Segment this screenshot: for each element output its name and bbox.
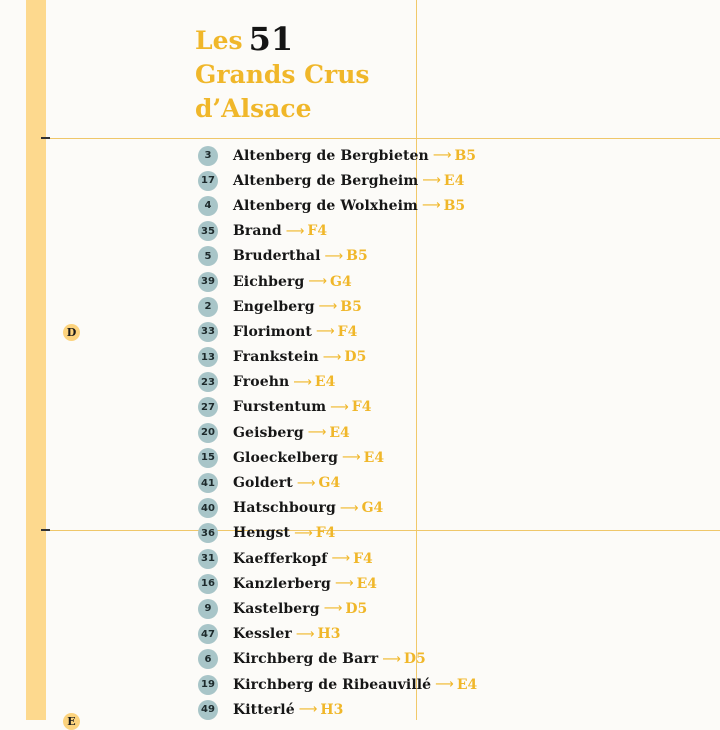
cru-name: Kaefferkopf (233, 550, 328, 567)
cru-number-badge: 17 (198, 171, 218, 191)
cru-name: Kitterlé (233, 701, 295, 718)
cru-list-item (198, 596, 477, 621)
cru-name: Brand (233, 223, 282, 240)
map-grid-reference: E4 (456, 676, 478, 693)
cru-name: Kanzlerberg (233, 575, 331, 592)
left-margin-bar (26, 0, 46, 720)
map-grid-reference: D5 (345, 600, 368, 617)
cru-name: Eichberg (233, 273, 305, 290)
arrow-right-icon: ⟶ (435, 677, 454, 693)
cru-number-badge: 27 (198, 397, 218, 417)
cru-name: Froehn (233, 374, 290, 391)
arrow-right-icon: ⟶ (308, 274, 327, 290)
row-marker-e: E (63, 713, 80, 730)
cru-list-item (198, 420, 477, 445)
cru-name: Goldert (233, 475, 293, 492)
arrow-right-icon: ⟶ (323, 601, 343, 617)
cru-name: Hengst (233, 525, 291, 542)
map-grid-reference: G4 (361, 500, 384, 517)
cru-number-badge: 31 (198, 549, 218, 569)
cru-number-badge: 39 (198, 272, 218, 292)
arrow-right-icon: ⟶ (324, 248, 344, 264)
arrow-right-icon: ⟶ (322, 349, 342, 365)
row-marker-d: D (63, 324, 80, 341)
map-grid-reference: E4 (329, 424, 350, 441)
map-grid-reference: D5 (344, 349, 367, 366)
map-grid-reference: B5 (340, 298, 362, 315)
cru-name: Engelberg (233, 298, 315, 315)
row-tick-mark (41, 529, 50, 531)
cru-name: Hatschbourg (233, 500, 336, 517)
cru-number-badge: 36 (198, 523, 218, 543)
map-grid-reference: G4 (318, 475, 341, 492)
cru-list-item (198, 672, 477, 697)
cru-list-item (198, 319, 477, 344)
title-number: 51 (248, 20, 294, 58)
cru-name: Altenberg de Bergbieten (233, 147, 429, 164)
cru-name: Kirchberg de Ribeauvillé (233, 676, 432, 693)
cru-list-item (198, 622, 477, 647)
cru-number-badge: 13 (198, 347, 218, 367)
cru-name: Gloeckelberg (233, 449, 339, 466)
grand-cru-list (198, 143, 477, 722)
map-grid-reference: B5 (346, 248, 368, 265)
arrow-right-icon: ⟶ (382, 651, 401, 667)
cru-number-badge: 47 (198, 624, 218, 644)
cru-number-badge: 4 (198, 196, 218, 216)
cru-number-badge: 19 (198, 675, 218, 695)
cru-list-item (198, 269, 477, 294)
cru-number-badge: 5 (198, 246, 218, 266)
arrow-right-icon: ⟶ (342, 450, 361, 466)
cru-name: Altenberg de Bergheim (233, 172, 419, 189)
cru-list-item (198, 521, 477, 546)
arrow-right-icon: ⟶ (316, 324, 335, 340)
map-grid-reference: F4 (307, 223, 328, 240)
map-grid-reference: B5 (443, 197, 466, 214)
cru-number-badge: 49 (198, 700, 218, 720)
cru-name: Geisberg (233, 424, 304, 441)
map-grid-reference: F4 (337, 323, 358, 340)
cru-number-badge: 33 (198, 322, 218, 342)
cru-name: Kessler (233, 626, 292, 643)
cru-list-item (198, 370, 477, 395)
cru-list-item (198, 294, 477, 319)
cru-number-badge: 16 (198, 574, 218, 594)
title-line-1 (195, 22, 369, 58)
arrow-right-icon: ⟶ (293, 374, 312, 390)
arrow-right-icon: ⟶ (432, 148, 452, 164)
cru-name: Kastelberg (233, 600, 320, 617)
map-grid-reference: E4 (314, 374, 336, 391)
arrow-right-icon: ⟶ (285, 223, 305, 239)
cru-name: Frankstein (233, 349, 319, 366)
map-grid-reference: B5 (454, 147, 477, 164)
map-grid-reference: G4 (330, 273, 352, 290)
cru-list-item (198, 571, 477, 596)
cru-list-item (198, 143, 477, 168)
map-grid-reference: E4 (363, 449, 385, 466)
cru-list-item (198, 168, 477, 193)
cru-name: Kirchberg de Barr (233, 651, 379, 668)
horizontal-guide-line (46, 138, 720, 139)
cru-number-badge: 3 (198, 146, 218, 166)
map-grid-reference: H3 (317, 626, 341, 643)
cru-list-item (198, 647, 477, 672)
cru-name: Altenberg de Wolxheim (233, 197, 418, 214)
cru-list-item (198, 697, 477, 722)
arrow-right-icon: ⟶ (298, 702, 318, 718)
cru-name: Florimont (233, 323, 312, 340)
arrow-right-icon: ⟶ (421, 198, 441, 214)
cru-list-item (198, 546, 477, 571)
cru-number-badge: 40 (198, 498, 218, 518)
map-grid-reference: E4 (443, 172, 465, 189)
cru-list-item (198, 244, 477, 269)
cru-list-item (198, 345, 477, 370)
cru-number-badge: 2 (198, 297, 218, 317)
map-grid-reference: F4 (315, 525, 336, 542)
cru-list-item (198, 193, 477, 218)
cru-name: Furstentum (233, 399, 327, 416)
map-grid-reference: D5 (403, 651, 426, 668)
cru-number-badge: 23 (198, 372, 218, 392)
arrow-right-icon: ⟶ (295, 626, 315, 642)
arrow-right-icon: ⟶ (331, 551, 351, 567)
map-grid-reference: F4 (351, 399, 372, 416)
cru-number-badge: 15 (198, 448, 218, 468)
title-line-2: Grands Crus (195, 60, 370, 89)
arrow-right-icon: ⟶ (422, 173, 441, 189)
arrow-right-icon: ⟶ (330, 399, 349, 415)
cru-number-badge: 9 (198, 599, 218, 619)
title-line-3: d’Alsace (195, 94, 312, 123)
title-les: Les (195, 26, 243, 55)
arrow-right-icon: ⟶ (294, 525, 313, 541)
arrow-right-icon: ⟶ (307, 425, 327, 441)
cru-name: Bruderthal (233, 248, 321, 265)
page-title (195, 22, 369, 126)
cru-number-badge: 6 (198, 649, 218, 669)
arrow-right-icon: ⟶ (296, 475, 316, 491)
map-grid-reference: F4 (353, 550, 373, 567)
cru-list-item (198, 395, 477, 420)
arrow-right-icon: ⟶ (318, 299, 338, 315)
map-grid-reference: H3 (320, 701, 344, 718)
cru-list-item (198, 496, 477, 521)
cru-list-item (198, 445, 477, 470)
cru-list-item (198, 470, 477, 495)
cru-list-item (198, 219, 477, 244)
row-tick-mark (41, 137, 50, 139)
cru-number-badge: 41 (198, 473, 218, 493)
arrow-right-icon: ⟶ (334, 576, 354, 592)
cru-number-badge: 20 (198, 423, 218, 443)
arrow-right-icon: ⟶ (339, 500, 359, 516)
cru-number-badge: 35 (198, 221, 218, 241)
map-grid-reference: E4 (356, 575, 377, 592)
